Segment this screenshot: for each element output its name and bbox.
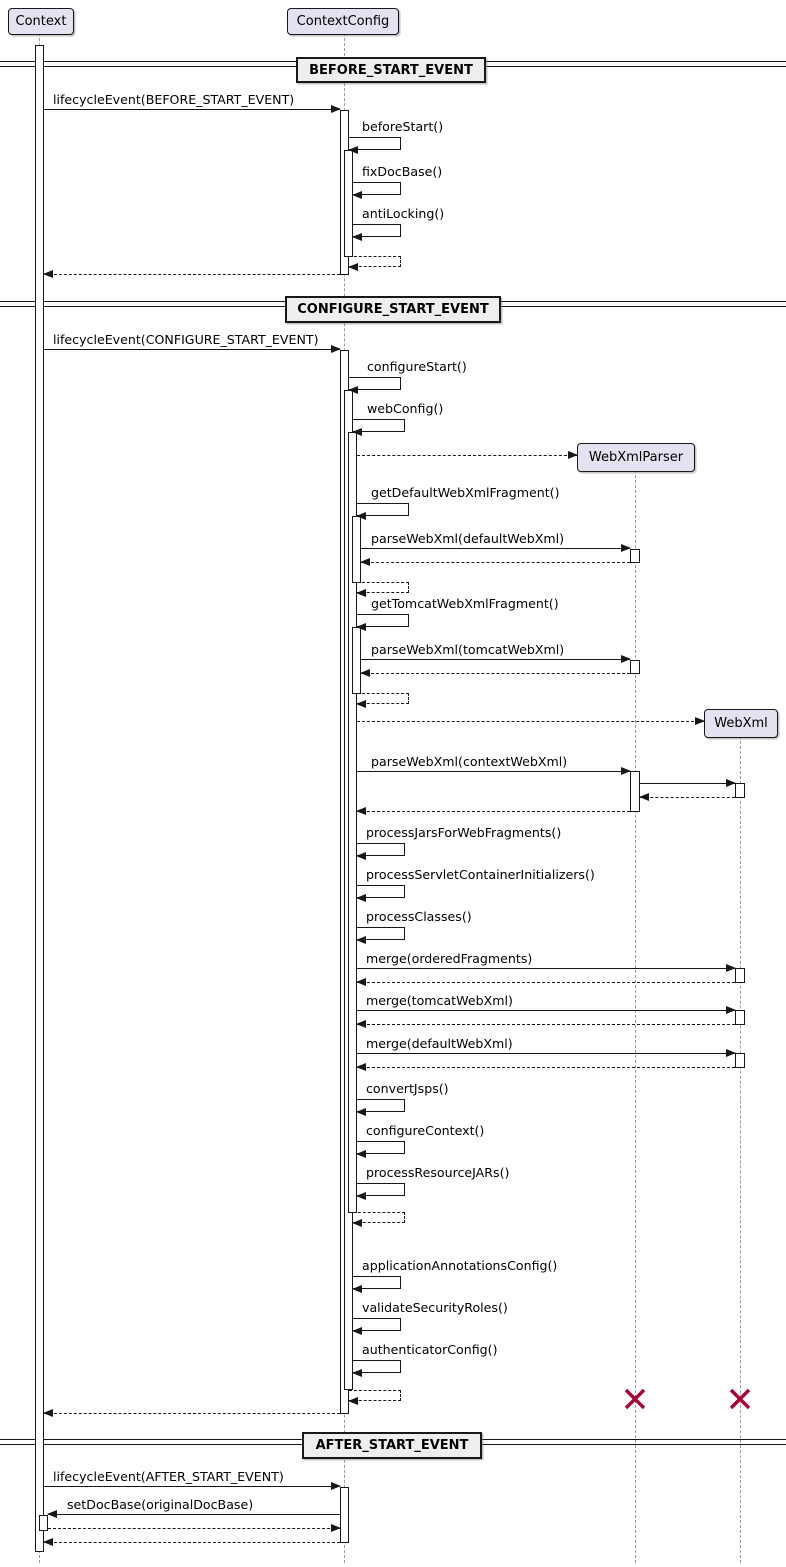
message-label: applicationAnnotationsConfig(): [362, 1258, 558, 1273]
activation-bar-webxml: [735, 783, 745, 798]
self-return-loop: [353, 1212, 405, 1223]
message-label: setDocBase(originalDocBase): [67, 1497, 254, 1512]
message-label: configureContext(): [366, 1123, 485, 1138]
message-label: processJarsForWebFragments(): [366, 825, 562, 840]
return-arrow: [361, 673, 630, 674]
message-arrow: [357, 771, 630, 772]
message-label: lifecycleEvent(AFTER_START_EVENT): [53, 1469, 284, 1484]
return-arrow: [44, 274, 340, 275]
self-call-loop: [357, 885, 405, 898]
divider-before-start-event: BEFORE_START_EVENT: [296, 57, 486, 83]
activation-bar-contextconfig: [340, 1487, 349, 1543]
activation-bar-contextconfig: [352, 627, 361, 694]
message-label: parseWebXml(tomcatWebXml): [371, 642, 565, 657]
return-arrow: [357, 1024, 735, 1025]
activation-bar-contextconfig: [352, 516, 361, 583]
activation-bar-webxmlparser: [630, 660, 640, 674]
divider-after-start-event: AFTER_START_EVENT: [302, 1432, 482, 1459]
self-call-loop: [349, 137, 401, 150]
self-call-loop: [349, 377, 401, 390]
message-label: processServletContainerInitializers(): [366, 867, 595, 882]
message-label: parseWebXml(defaultWebXml): [371, 531, 565, 546]
self-call-loop: [353, 224, 401, 237]
return-arrow: [357, 1067, 735, 1068]
message-arrow: [361, 548, 630, 549]
self-return-loop: [349, 256, 401, 267]
message-label: webConfig(): [367, 401, 444, 416]
self-call-loop: [353, 1276, 401, 1289]
message-label: parseWebXml(contextWebXml): [371, 754, 568, 769]
message-arrow: [357, 1010, 735, 1011]
return-arrow: [640, 797, 735, 798]
message-label: beforeStart(): [362, 119, 444, 134]
self-call-loop: [357, 843, 405, 856]
message-label: antiLocking(): [362, 206, 445, 221]
message-label: merge(defaultWebXml): [366, 1036, 513, 1051]
create-arrow-webxml: [357, 721, 704, 722]
self-call-loop: [353, 419, 405, 432]
self-call-loop: [357, 503, 409, 516]
message-label: fixDocBase(): [362, 164, 443, 179]
message-label: merge(orderedFragments): [366, 951, 533, 966]
message-arrow: [48, 1514, 340, 1515]
message-label: lifecycleEvent(CONFIGURE_START_EVENT): [53, 332, 319, 347]
participant-contextconfig: ContextConfig: [287, 8, 399, 35]
self-call-loop: [357, 614, 409, 627]
return-arrow: [44, 1413, 340, 1414]
message-label: getDefaultWebXmlFragment(): [371, 485, 560, 500]
message-label: convertJsps(): [366, 1081, 449, 1096]
return-arrow: [357, 982, 735, 983]
return-arrow: [361, 562, 630, 563]
activation-bar-webxmlparser: [630, 549, 640, 563]
self-return-loop: [357, 693, 409, 704]
create-arrow-webxmlparser: [357, 455, 577, 456]
message-arrow: [44, 109, 340, 110]
self-call-loop: [357, 1183, 405, 1196]
message-label: lifecycleEvent(BEFORE_START_EVENT): [53, 92, 295, 107]
message-arrow: [44, 349, 340, 350]
destroy-icon: [728, 1387, 752, 1411]
return-arrow: [357, 811, 630, 812]
message-arrow: [361, 659, 630, 660]
message-arrow: [44, 1486, 340, 1487]
self-call-loop: [353, 1360, 401, 1373]
message-arrow: [640, 783, 735, 784]
self-call-loop: [353, 182, 401, 195]
activation-bar-webxml: [735, 968, 745, 983]
message-label: processClasses(): [366, 909, 472, 924]
message-label: processResourceJARs(): [366, 1165, 510, 1180]
message-label: configureStart(): [367, 359, 467, 374]
message-arrow: [357, 968, 735, 969]
destroy-icon: [623, 1387, 647, 1411]
participant-webxmlparser: WebXmlParser: [577, 443, 695, 472]
return-arrow: [48, 1528, 340, 1529]
message-arrow: [357, 1053, 735, 1054]
self-call-loop: [353, 1318, 401, 1331]
activation-bar-webxmlparser: [630, 771, 640, 812]
self-return-loop: [357, 582, 409, 593]
message-label: validateSecurityRoles(): [362, 1300, 508, 1315]
activation-bar-webxml: [735, 1053, 745, 1068]
divider-configure-start-event: CONFIGURE_START_EVENT: [285, 296, 501, 323]
self-return-loop: [349, 1390, 401, 1401]
self-call-loop: [357, 1141, 405, 1154]
activation-bar-webxml: [735, 1010, 745, 1025]
participant-webxml: WebXml: [704, 709, 778, 738]
message-label: getTomcatWebXmlFragment(): [371, 596, 559, 611]
participant-context: Context: [8, 8, 74, 35]
self-call-loop: [357, 1099, 405, 1112]
self-call-loop: [357, 927, 405, 940]
message-label: merge(tomcatWebXml): [366, 993, 513, 1008]
message-label: authenticatorConfig(): [362, 1342, 498, 1357]
return-arrow: [44, 1542, 340, 1543]
